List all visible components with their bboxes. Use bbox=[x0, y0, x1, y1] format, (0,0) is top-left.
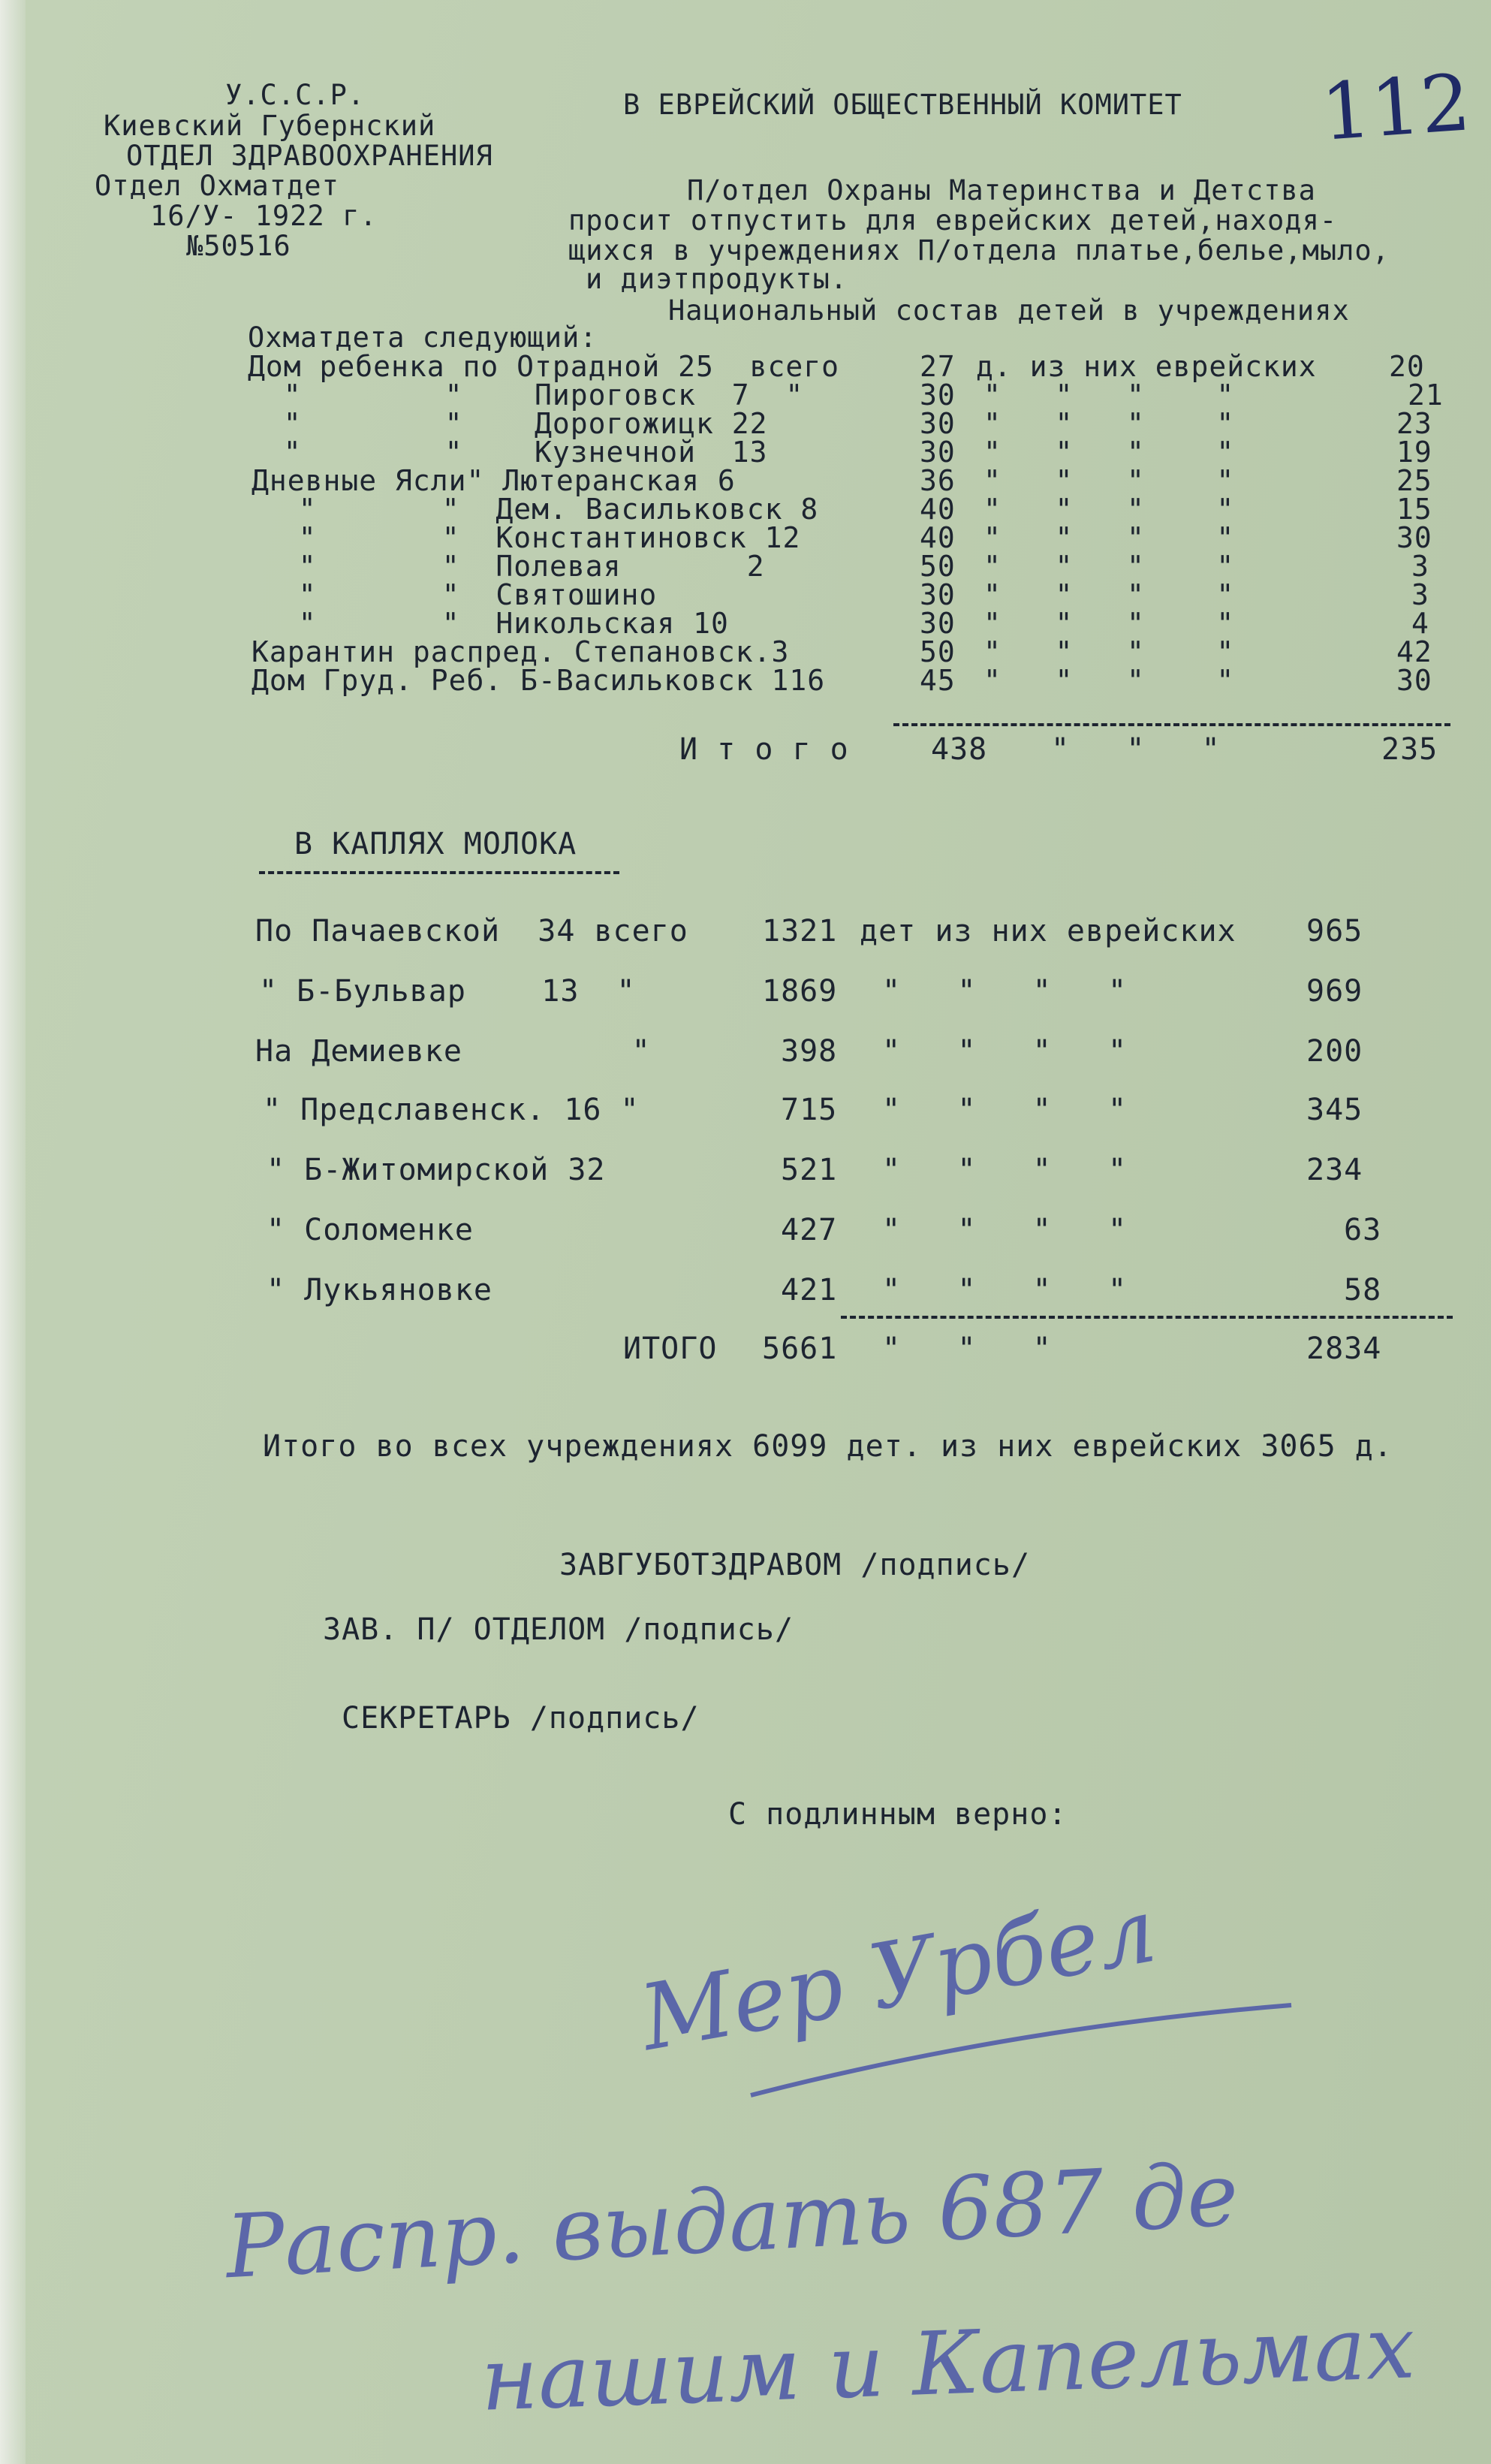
row-total: 427 bbox=[781, 1213, 838, 1247]
row-label: " " Полевая 2 bbox=[263, 550, 765, 583]
handwritten-line-2: Распр. выдать 687 де bbox=[223, 2143, 1241, 2299]
handwritten-line-3: нашим и Капельмах bbox=[479, 2297, 1417, 2431]
folio-number: 112 bbox=[1318, 56, 1474, 158]
row-label: " Соломенке bbox=[267, 1213, 474, 1247]
row-label: " " Пироговск 7 " bbox=[248, 378, 804, 412]
row-total: 1869 bbox=[762, 974, 838, 1009]
row-label: " " Дем. Васильковск 8 bbox=[263, 493, 819, 526]
row-mid: " " " " bbox=[983, 550, 1235, 583]
signature-head: ЗАВГУБОТЗДРАВОМ /подпись/ bbox=[559, 1548, 1031, 1582]
milk-total-label: ИТОГО bbox=[623, 1332, 718, 1366]
row-jewish: 345 bbox=[1306, 1093, 1363, 1127]
header-date: 16/У- 1922 г. bbox=[150, 200, 378, 232]
row-total: 30 bbox=[920, 607, 956, 640]
row-total: 715 bbox=[781, 1093, 838, 1127]
row-mid: " " " " bbox=[983, 578, 1235, 611]
row-mid: " " " " bbox=[882, 1034, 1128, 1069]
row-mid: " " " " bbox=[882, 1273, 1128, 1307]
row-jewish: 200 bbox=[1306, 1034, 1363, 1069]
header-ussr: У.С.С.Р. bbox=[225, 79, 366, 111]
row-mid: " " " " bbox=[983, 607, 1235, 640]
row-mid: " " " " bbox=[983, 635, 1235, 668]
header-kiev-gub: Киевский Губернский bbox=[104, 110, 436, 142]
row-mid: " " " " bbox=[983, 464, 1235, 497]
row-jewish: 63 bbox=[1344, 1213, 1382, 1247]
intro-line-4: и диэтпродукты. bbox=[586, 263, 848, 295]
row-mid: " " " " bbox=[983, 436, 1235, 469]
row-total: 50 bbox=[920, 635, 956, 668]
row-label: " " Святошино bbox=[263, 578, 658, 611]
signature-secretary: СЕКРЕТАРЬ /подпись/ bbox=[342, 1701, 700, 1736]
row-label: По Пачаевской 34 всего bbox=[255, 914, 688, 949]
intro-line-3: щихся в учреждениях П/отдела платье,белье,мыло, bbox=[568, 234, 1390, 267]
row-total: 30 bbox=[920, 436, 956, 469]
row-mid: " " " " bbox=[882, 974, 1128, 1009]
row-label: " " Дорогожицк 22 bbox=[248, 407, 768, 440]
intro-line-1: П/отдел Охраны Материнства и Детства bbox=[687, 174, 1316, 207]
row-jewish: 58 bbox=[1344, 1273, 1382, 1307]
row-jewish: 4 bbox=[1411, 607, 1429, 640]
row-jewish: 42 bbox=[1396, 635, 1432, 668]
milk-total-jewish: 2834 bbox=[1306, 1332, 1382, 1366]
row-jewish: 3 bbox=[1411, 578, 1429, 611]
row-jewish: 969 bbox=[1306, 974, 1363, 1009]
row-total: 40 bbox=[920, 493, 956, 526]
row-total: 30 bbox=[920, 578, 956, 611]
composition-title-2: Охматдета следующий: bbox=[248, 321, 598, 354]
row-jewish: 30 bbox=[1396, 521, 1432, 554]
header-subdept: Отдел Охматдет bbox=[95, 170, 339, 202]
header-number: №50516 bbox=[186, 230, 291, 262]
row-jewish: 3 bbox=[1411, 550, 1429, 583]
row-label: Дом Груд. Реб. Б-Васильковск 116 bbox=[252, 664, 826, 697]
signature-subdept: ЗАВ. П/ ОТДЕЛОМ /подпись/ bbox=[323, 1612, 794, 1647]
composition-title: Национальный состав детей в учреждениях bbox=[668, 294, 1350, 327]
total-label: И т о г о bbox=[679, 732, 849, 767]
intro-line-2: просит отпустить для еврейских детей,находя- bbox=[568, 204, 1338, 237]
row-jewish: 23 bbox=[1396, 407, 1432, 440]
row-mid: д. из них еврейских bbox=[976, 350, 1317, 383]
row-total: 50 bbox=[920, 550, 956, 583]
row-total: 40 bbox=[920, 521, 956, 554]
row-total: 36 bbox=[920, 464, 956, 497]
row-total: 27 bbox=[920, 350, 956, 383]
row-mid: " " " " bbox=[983, 493, 1235, 526]
row-mid: " " " " bbox=[882, 1153, 1128, 1187]
row-total: 421 bbox=[781, 1273, 838, 1307]
row-label: " Предславенск. 16 " bbox=[263, 1093, 640, 1127]
row-label: " Б-Бульвар 13 " bbox=[259, 974, 636, 1009]
row-mid: дет из них еврейских bbox=[860, 914, 1236, 949]
row-mid: " " " " bbox=[882, 1213, 1128, 1247]
addressee: В ЕВРЕЙСКИЙ ОБЩЕСТВЕННЫЙ КОМИТЕТ bbox=[623, 89, 1182, 121]
row-jewish: 19 bbox=[1396, 436, 1432, 469]
grand-total: Итого во всех учреждениях 6099 дет. из них еврейских 3065 д. bbox=[263, 1429, 1393, 1464]
row-jewish: 30 bbox=[1396, 664, 1432, 697]
row-mid: " " " " bbox=[983, 407, 1235, 440]
row-mid: " " " " bbox=[983, 664, 1235, 697]
header-dept: ОТДЕЛ ЗДРАВООХРАНЕНИЯ bbox=[126, 140, 493, 172]
total-value: 438 bbox=[931, 732, 988, 767]
row-total: 45 bbox=[920, 664, 956, 697]
row-mid: " " " " bbox=[983, 378, 1235, 412]
row-label: " " Кузнечной 13 bbox=[248, 436, 768, 469]
row-label: " " Константиновск 12 bbox=[263, 521, 801, 554]
milk-section-title: В КАПЛЯХ МОЛОКА bbox=[294, 827, 577, 861]
row-total: 1321 bbox=[762, 914, 838, 949]
row-total: 30 bbox=[920, 378, 956, 412]
total-jewish: 235 bbox=[1381, 732, 1438, 767]
row-label: " " Никольская 10 bbox=[263, 607, 729, 640]
row-mid: " " " " bbox=[983, 521, 1235, 554]
milk-total-value: 5661 bbox=[762, 1332, 838, 1366]
total-mid: " " " bbox=[1051, 732, 1221, 767]
certified-copy: С подлинным верно: bbox=[728, 1797, 1068, 1832]
row-label: Карантин распред. Степановск.3 bbox=[252, 635, 790, 668]
row-total: 30 bbox=[920, 407, 956, 440]
row-label: На Демиевке " bbox=[255, 1034, 651, 1069]
row-jewish: 20 bbox=[1389, 350, 1425, 383]
row-jewish: 21 bbox=[1408, 378, 1444, 412]
handwritten-line-1: Мер Урбел bbox=[633, 1877, 1164, 2072]
row-jewish: 15 bbox=[1396, 493, 1432, 526]
row-label: " Лукьяновке bbox=[267, 1273, 492, 1307]
milk-total-mid: " " " bbox=[882, 1332, 1052, 1366]
row-total: 521 bbox=[781, 1153, 838, 1187]
row-jewish: 234 bbox=[1306, 1153, 1363, 1187]
row-total: 398 bbox=[781, 1034, 838, 1069]
row-jewish: 965 bbox=[1306, 914, 1363, 949]
row-label: Дом ребенка по Отрадной 25 всего bbox=[248, 350, 839, 383]
row-label: " Б-Житомирской 32 bbox=[267, 1153, 606, 1187]
row-label: Дневные Ясли" Лютеранская 6 bbox=[252, 464, 736, 497]
row-jewish: 25 bbox=[1396, 464, 1432, 497]
row-mid: " " " " bbox=[882, 1093, 1128, 1127]
